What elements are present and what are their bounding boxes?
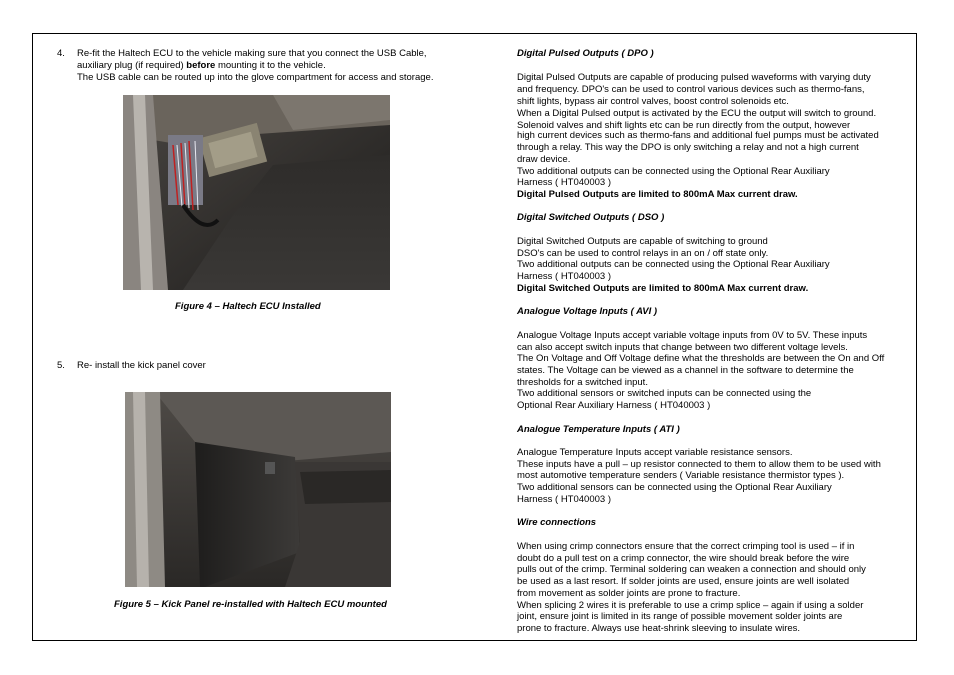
avi-line: The On Voltage and Off Voltage define what the thresholds are between the On and Off	[517, 353, 885, 364]
wire-line: pulls out of the crimp. Terminal soldering can weaken a connection and should only	[517, 564, 866, 575]
step4-line3: The USB cable can be routed up into the glove compartment for access and storage.	[77, 72, 434, 83]
avi-line: Analogue Voltage Inputs accept variable voltage inputs from 0V to 5V. These inputs	[517, 330, 868, 341]
dpo-heading: Digital Pulsed Outputs ( DPO )	[517, 48, 654, 59]
dso-limit-note: Digital Switched Outputs are limited to 800mA Max current draw.	[517, 283, 809, 294]
dpo-line: Harness ( HT040003 )	[517, 177, 611, 188]
ati-line: These inputs have a pull – up resistor connected to them to allow them to be used with	[517, 459, 881, 470]
wire-line: prone to fracture. Always use heat-shrink sleeving to insulate wires.	[517, 623, 801, 634]
ati-heading: Analogue Temperature Inputs ( ATI )	[517, 424, 680, 435]
step4-line1: Re-fit the Haltech ECU to the vehicle making sure that you connect the USB Cable,	[77, 48, 427, 59]
wire-line: doubt do a pull test on a crimp connector, the wire should break before the wire	[517, 553, 850, 564]
kick-panel-image	[125, 392, 391, 587]
avi-line: Two additional sensors or switched inputs can be connected using the	[517, 388, 812, 399]
ecu-installed-image	[123, 95, 390, 290]
wire-line: When splicing 2 wires it is preferable to use a crimp splice – again if using a solder	[517, 600, 864, 611]
step4-line2: auxiliary plug (if required) before mounting it to the vehicle.	[77, 60, 326, 71]
avi-heading: Analogue Voltage Inputs ( AVI )	[517, 306, 658, 317]
dpo-line: When a Digital Pulsed output is activated by the ECU the output will switch to ground.	[517, 108, 877, 119]
dpo-line: draw device.	[517, 154, 571, 165]
dso-heading: Digital Switched Outputs ( DSO )	[517, 212, 665, 223]
figure4-photo	[123, 95, 390, 290]
figure4-caption: Figure 4 – Haltech ECU Installed	[175, 301, 321, 312]
wire-line: from movement as solder joints are prone to fracture.	[517, 588, 741, 599]
dpo-line: shift lights, bypass air control valves, boost control solenoids etc.	[517, 96, 789, 107]
avi-line: states. The Voltage can be viewed as a channel in the software to determine the	[517, 365, 854, 376]
step5-text: Re- install the kick panel cover	[77, 360, 206, 371]
dpo-limit-note: Digital Pulsed Outputs are limited to 800mA Max current draw.	[517, 189, 798, 200]
dpo-line: and frequency. DPO's can be used to control various devices such as thermo-fans,	[517, 84, 865, 95]
ati-line: Two additional sensors can be connected using the Optional Rear Auxiliary	[517, 482, 832, 493]
dpo-line: Digital Pulsed Outputs are capable of producing pulsed waveforms with varying duty	[517, 72, 871, 83]
figure5-caption: Figure 5 – Kick Panel re-installed with Haltech ECU mounted	[114, 599, 387, 610]
dso-line: Digital Switched Outputs are capable of switching to ground	[517, 236, 768, 247]
dpo-line: Solenoid valves and shift lights etc can be run directly from the output, however	[517, 120, 851, 131]
dso-line: Harness ( HT040003 )	[517, 271, 611, 282]
avi-line: Optional Rear Auxiliary Harness ( HT040003 )	[517, 400, 711, 411]
wire-line: joint, ensure joint is limited in its range of possible movement solder joints are	[517, 611, 843, 622]
dpo-line: through a relay. This way the DPO is only switching a relay and not a high current	[517, 142, 859, 153]
wire-heading: Wire connections	[517, 517, 597, 528]
step5-number: 5.	[57, 360, 65, 371]
figure5-photo	[125, 392, 391, 587]
wire-line: When using crimp connectors ensure that the correct crimping tool is used – if in	[517, 541, 855, 552]
ati-line: Harness ( HT040003 )	[517, 494, 611, 505]
dpo-line: high current devices such as thermo-fans and additional fuel pumps must be activated	[517, 130, 879, 141]
step4-number: 4.	[57, 48, 65, 59]
ati-line: Analogue Temperature Inputs accept variable resistance sensors.	[517, 447, 793, 458]
dso-line: DSO's can be used to control relays in an on / off state only.	[517, 248, 769, 259]
ati-line: most automotive temperature senders ( Variable resistance thermistor types ).	[517, 470, 845, 481]
dpo-line: Two additional outputs can be connected using the Optional Rear Auxiliary	[517, 166, 830, 177]
dso-line: Two additional outputs can be connected using the Optional Rear Auxiliary	[517, 259, 830, 270]
avi-line: can also accept switch inputs that change between two different voltage levels.	[517, 342, 848, 353]
wire-line: be used as a last resort. If solder joints are used, ensure joints are well isolated	[517, 576, 850, 587]
avi-line: thresholds for a switched input.	[517, 377, 648, 388]
